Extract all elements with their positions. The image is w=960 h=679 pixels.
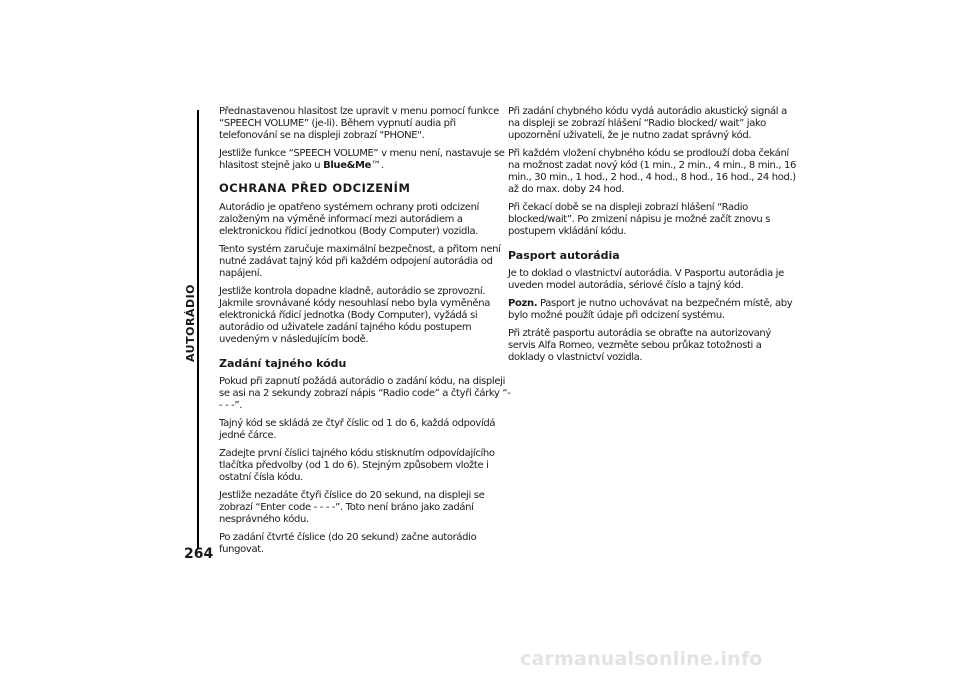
paragraph: Po zadání čtvrté číslice (do 20 sekund) začne autorádio fungovat. (219, 532, 477, 555)
paragraph: Tento systém zaručuje maximální bezpečnost, a přitom není nutné zadávat tajný kód při každém odpojení autorádia od napájení. (219, 244, 501, 279)
page-number: 264 (184, 546, 214, 562)
paragraph: Přednastavenou hlasitost lze upravit v menu pomocí funkce “SPEECH VOLUME” (je-li). Během vypnutí audia při telefonování se na displeji zobrazí "PHONE". (219, 106, 499, 141)
paragraph: Tajný kód se skládá ze čtyř číslic od 1 do 6, každá odpovídá jedné čárce. (219, 418, 496, 441)
paragraph: Pokud při zapnutí požádá autorádio o zadání kódu, na displeji se asi na 2 sekundy zobrazí nápis “Radio code” a čtyři čárky “- - - -”. (219, 376, 511, 411)
paragraph (219, 148, 511, 172)
paragraph: Jestliže nezadáte čtyři číslice do 20 sekund, na displeji se zobrazí “Enter code - - - -”. Toto není bráno jako zadání nesprávného kódu. (219, 490, 485, 525)
right-column (508, 106, 800, 370)
left-column (219, 106, 511, 562)
section-divider-rule (197, 110, 199, 548)
note-label: Pozn. (508, 298, 538, 309)
paragraph: Autorádio je opatřeno systémem ochrany proti odcizení založeným na výměně informací mezi autorádiem a elektronickou řídicí jednotkou (Body Computer) vozidla. (219, 202, 479, 237)
paragraph: Při každém vložení chybného kódu se prodlouží doba čekání na možnost zadat nový kód (1 min., 2 min., 4 min., 8 min., 16 min., 30 min., 1 hod., 2 hod., 4 hod., 8 hod., 16 hod., 24 hod.) až do max. doby 24 hod. (508, 148, 797, 195)
watermark: carmanualsonline.info (520, 648, 763, 670)
note-paragraph (508, 298, 800, 322)
paragraph: Při zadání chybného kódu vydá autorádio akustický signál a na displeji se zobrazí hlášení “Radio blocked/ wait” jako upozornění uživateli, že je nutno zadat správný kód. (508, 106, 787, 141)
paragraph: Jestliže kontrola dopadne kladně, autorádio se zprovozní. Jakmile srovnávané kódy nesouhlasí nebo byla vyměněna elektronická řídicí jednotka (Body Computer), vyžádá si autorádio od uživatele zadání tajného kódu postupem uvedeným v následujícím bodě. (219, 286, 491, 345)
paragraph: Při čekací době se na displeji zobrazí hlášení “Radio blocked/wait”. Po zmizení nápisu je možné začít znovu s postupem vkládání kódu. (508, 202, 771, 237)
note-text: Pasport je nutno uchovávat na bezpečném místě, aby bylo možné použít údaje při odcizení systému. (508, 298, 793, 321)
trademark-suffix: ™. (371, 160, 384, 171)
brand-name: Blue&Me (323, 160, 372, 171)
paragraph: Zadejte první číslici tajného kódu stisknutím odpovídajícího tlačítka předvolby (od 1 do 6). Stejným způsobem vložte i ostatní čísla kódu. (219, 448, 495, 483)
subsection-heading: Zadání tajného kódu (219, 357, 347, 370)
section-side-label: AUTORÁDIO (184, 283, 197, 362)
paragraph: Při ztrátě pasportu autorádia se obraťte na autorizovaný servis Alfa Romeo, vezměte sebou průkaz totožnosti a doklady o vlastnictví vozidla. (508, 328, 771, 363)
subsection-heading: Pasport autorádia (508, 249, 620, 262)
section-heading: OCHRANA PŘED ODCIZENÍM (219, 181, 411, 195)
paragraph: Je to doklad o vlastnictví autorádia. V Pasportu autorádia je uveden model autorádia, sériové číslo a tajný kód. (508, 268, 784, 291)
paragraph-text: Jestliže funkce “SPEECH VOLUME” v menu není, nastavuje se hlasitost stejně jako u (219, 148, 505, 171)
